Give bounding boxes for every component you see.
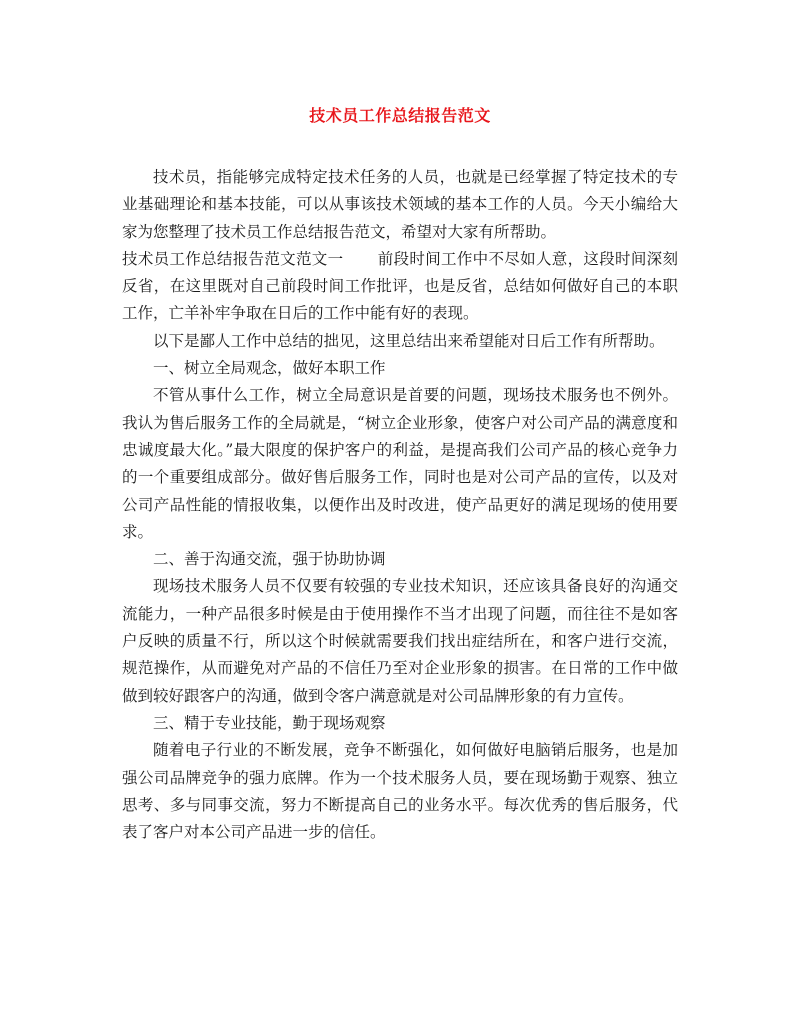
heading-2: 二、善于沟通交流，强于协助协调 bbox=[153, 550, 386, 569]
section-text: 前段时间工作中不尽如人意，这段时间深刻反省，在这里既对自己前段时间工作批评，也是反省，总结如何做好自己的本职工作，亡羊补牢争取在日后的工作中能有好的表现。 bbox=[122, 249, 678, 323]
section-label: 技术员工作总结报告范文范文一 bbox=[122, 249, 344, 268]
intro-paragraph: 技术员，指能够完成特定技术任务的人员，也就是已经掌握了特定技术的专业基础理论和基本技能，可以从事该技术领域的基本工作的人员。今天小编给大家为您整理了技术员工作总结报告范文，希望对大家有所帮助。 bbox=[122, 168, 678, 241]
summary-paragraph: 以下是鄙人工作中总结的拙见，这里总结出来希望能对日后工作有所帮助。 bbox=[153, 331, 665, 350]
document-title: 技术员工作总结报告范文 bbox=[309, 106, 491, 125]
heading-3: 三、精于专业技能，勤于现场观察 bbox=[153, 713, 386, 732]
paragraph-1: 不管从事什么工作，树立全局意识是首要的问题，现场技术服务也不例外。我认为售后服务工作的全局就是，“树立企业形象，使客户对公司产品的满意度和忠诚度最大化。”最大限度的保护客户的利益，是提高我们公司产品的核心竞争力的一个重要组成部分。做好售后服务工作，同时也是对公司产品的宣传，以及对公司产品性能的情报收集，以便作出及时改进，使产品更好的满足现场的使用要求。 bbox=[122, 386, 678, 541]
heading-1: 一、树立全局观念，做好本职工作 bbox=[153, 359, 386, 378]
section-paragraph bbox=[122, 246, 678, 328]
paragraph-2: 现场技术服务人员不仅要有较强的专业技术知识，还应该具备良好的沟通交流能力，一种产品很多时候是由于使用操作不当才出现了问题，而往往不是如客户反映的质量不行，所以这个时候就需要我们找出症结所在，和客户进行交流，规范操作，从而避免对产品的不信任乃至对企业形象的损害。在日常的工作中做做到较好跟客户的沟通，做到令客户满意就是对公司品牌形象的有力宣传。 bbox=[122, 577, 678, 705]
paragraph-3: 随着电子行业的不断发展，竞争不断强化，如何做好电脑销后服务，也是加强公司品牌竞争的强力底牌。作为一个技术服务人员，要在现场勤于观察、独立思考、多与同事交流，努力不断提高自己的业务水平。每次优秀的售后服务，代表了客户对本公司产品进一步的信任。 bbox=[122, 741, 678, 842]
document-body bbox=[122, 164, 678, 846]
